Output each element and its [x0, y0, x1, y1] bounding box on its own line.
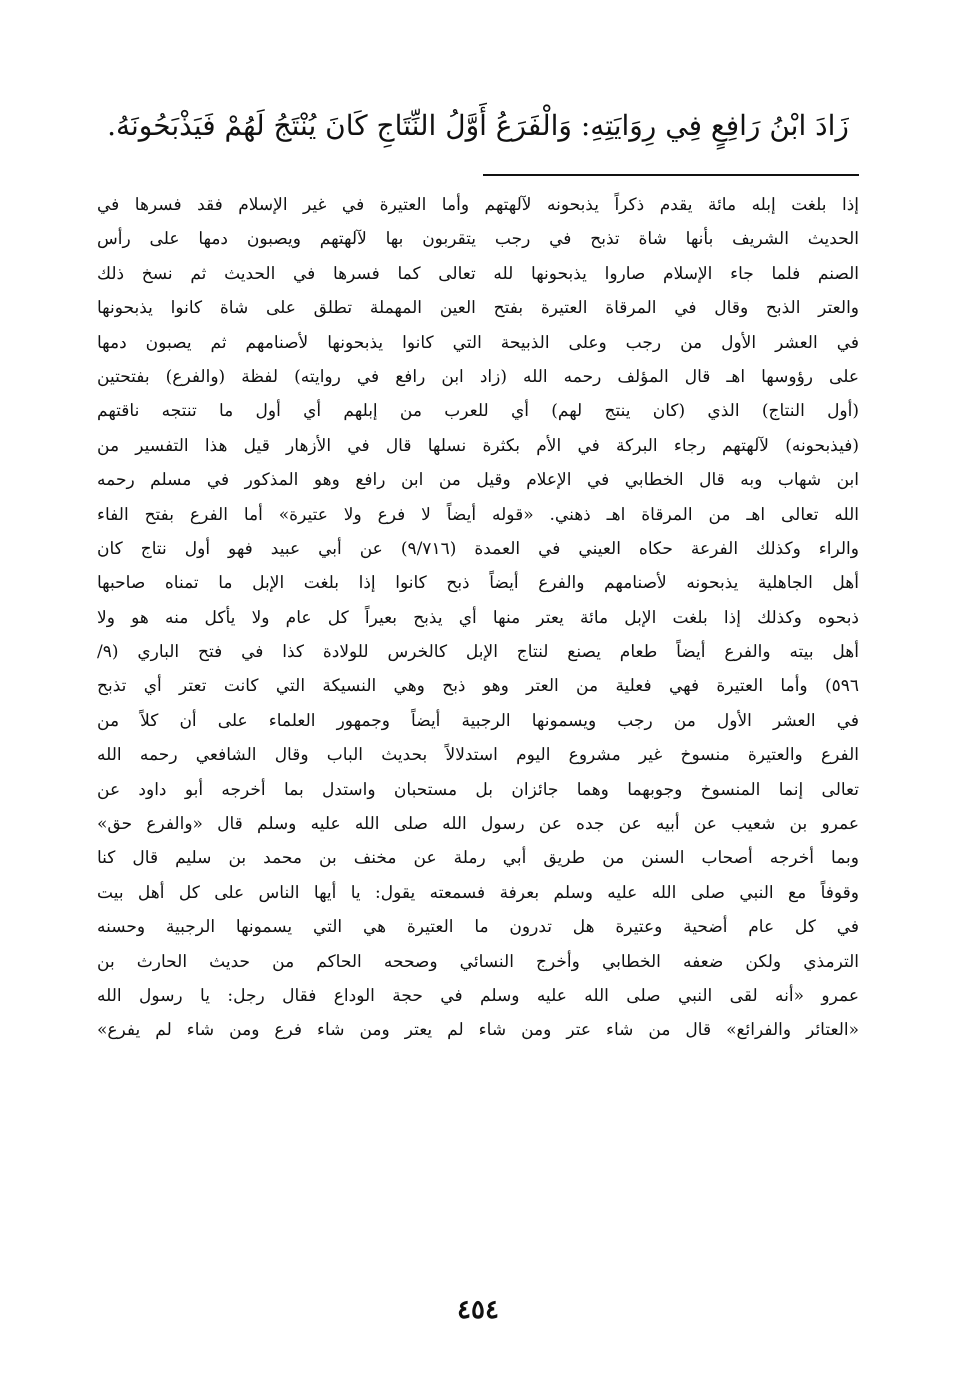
text-line: ابن شهاب وبه قال الخطابي في الإعلام وقيل من ابن رافع وهو المذكور في مسلم رحمه: [97, 470, 859, 491]
text-line: في العشر الأول من رجب وعلى الذبيحة التي كانوا يذبحونها لأصنامهم ثم يصبون دمها: [97, 332, 859, 353]
text-line: تعالى إنما المنسوخ وجوبهما وهما جائزان بل مستحبان واستدل بما أخرجه أبو داود عن: [97, 779, 859, 800]
text-line: ٥٩٦) وأما العتيرة فهي فعلية من العتر وهو ذبح وهي النسيكة التي كانت تعتر أي تذبح: [97, 676, 859, 697]
text-line: وبما أخرجه أصحاب السنن من طريق أبي رملة عن مخنف بن محمد بن سليم قال كنا: [97, 848, 859, 869]
text-line: وقوفاً مع النبي صلى الله عليه وسلم بعرفة فسمعته يقول: يا أيها الناس على كل أهل بيت: [97, 882, 859, 903]
text-line: الله تعالى اهـ من المرقاة اهـ ذهني. «قوله أيضاً لا فرع ولا عتيرة» أما الفرع بفتح الفاء: [97, 504, 859, 525]
footnote-separator: [483, 174, 859, 176]
text-line: في العشر الأول من رجب ويسمونها الرجبية أيضاً وجمهور العلماء على أن كلاً من: [97, 710, 859, 731]
text-line: والراء وكذلك الفرعة حكاه العيني في العمدة (٩/٧١٦) عن أبي عبيد فهو أول نتاج كان: [97, 538, 859, 559]
text-line: الحديث الشريف بأنها شاة تذبح في رجب يتقربون بها لآلهتهم ويصبون دمها على رأس: [97, 229, 859, 250]
text-line: والعتر الذبح وقال في المرقاة العتيرة بفتح العين المهملة تطلق على شاة كانوا يذبحونها: [97, 298, 859, 319]
text-line: «العتائر والفرائع» قال من شاء عتر ومن شاء لم يعتر ومن شاء فرع ومن شاء لم يفرع»: [97, 1020, 859, 1041]
text-line: إذا بلغت إبله مائة يقدم ذكراً يذبحونه لآلهتهم وأما العتيرة في غير الإسلام فقد فسرها في: [97, 195, 859, 215]
text-line: عمرو بن شعيب عن أبيه عن جده عن رسول الله صلى الله عليه وسلم قال «والفرع حق»: [97, 814, 859, 835]
text-line: الترمذي ولكن ضعفه الخطابي وأخرج النسائي وصححه الحاكم من حديث الحارث بن: [97, 951, 859, 972]
commentary-text: [97, 188, 859, 1048]
text-line: (فيذبحونه) لآلهتهم رجاء البركة في الأم بكثرة نسلها قال في الأزهار قيل هذا التفسير من: [97, 435, 859, 456]
hadith-text: زَادَ ابْنُ رَافِعٍ فِي رِوَايَتِهِ: وَالْفَرَعُ أَوَّلُ النِّتَاجِ كَانَ يُنْتَجُ لَهُمْ فَيَذْبَحُونَهُ.: [107, 109, 849, 142]
text-line: الفرع والعتيرة منسوخ غير مشروع اليوم استدلالاً بحديث الباب وقال الشافعي رحمه الله: [97, 745, 859, 766]
text-line: على رؤوسها اهـ قال المؤلف رحمه الله (زاد ابن رافع في روايته) لفظة (والفرع) بفتحتين: [97, 366, 859, 387]
page-number: ٤٥٤: [457, 1295, 499, 1325]
text-line: عمرو «أنه لقى النبي صلى الله عليه وسلم في حجة الوداع فقال رجل: يا رسول الله: [97, 985, 859, 1006]
text-line: الصنم فلما جاء الإسلام صاروا يذبحونها لله تعالى كما فسرها في الحديث ثم نسخ ذلك: [97, 263, 859, 284]
text-line: في كل عام أضحية وعتيرة هل تدرون ما العتيرة هي التي يسمونها الرجبية وحسنه: [97, 917, 859, 938]
text-line: أهل بيته والفرع أيضاً طعام يصنع لنتاج الإبل كالخرس للولادة كذا في فتح الباري (٩/: [97, 642, 859, 663]
text-line: ذبحوه وكذلك إذا بلغت الإبل مائة يعتر منها أي يذبح بعيراً كل عام ولا يأكل منه هو ولا: [97, 607, 859, 628]
text-line: (أول النتاج) الذي (كان ينتج لهم) أي للعرب من إبلهم أي أول ما تنتجه ناقتهم: [97, 401, 859, 422]
text-line: أهل الجاهلية يذبحونه لأصنامهم والفرع أيضاً ذبح كانوا إذا بلغت الإبل ما تمناه صاحبها: [97, 573, 859, 594]
